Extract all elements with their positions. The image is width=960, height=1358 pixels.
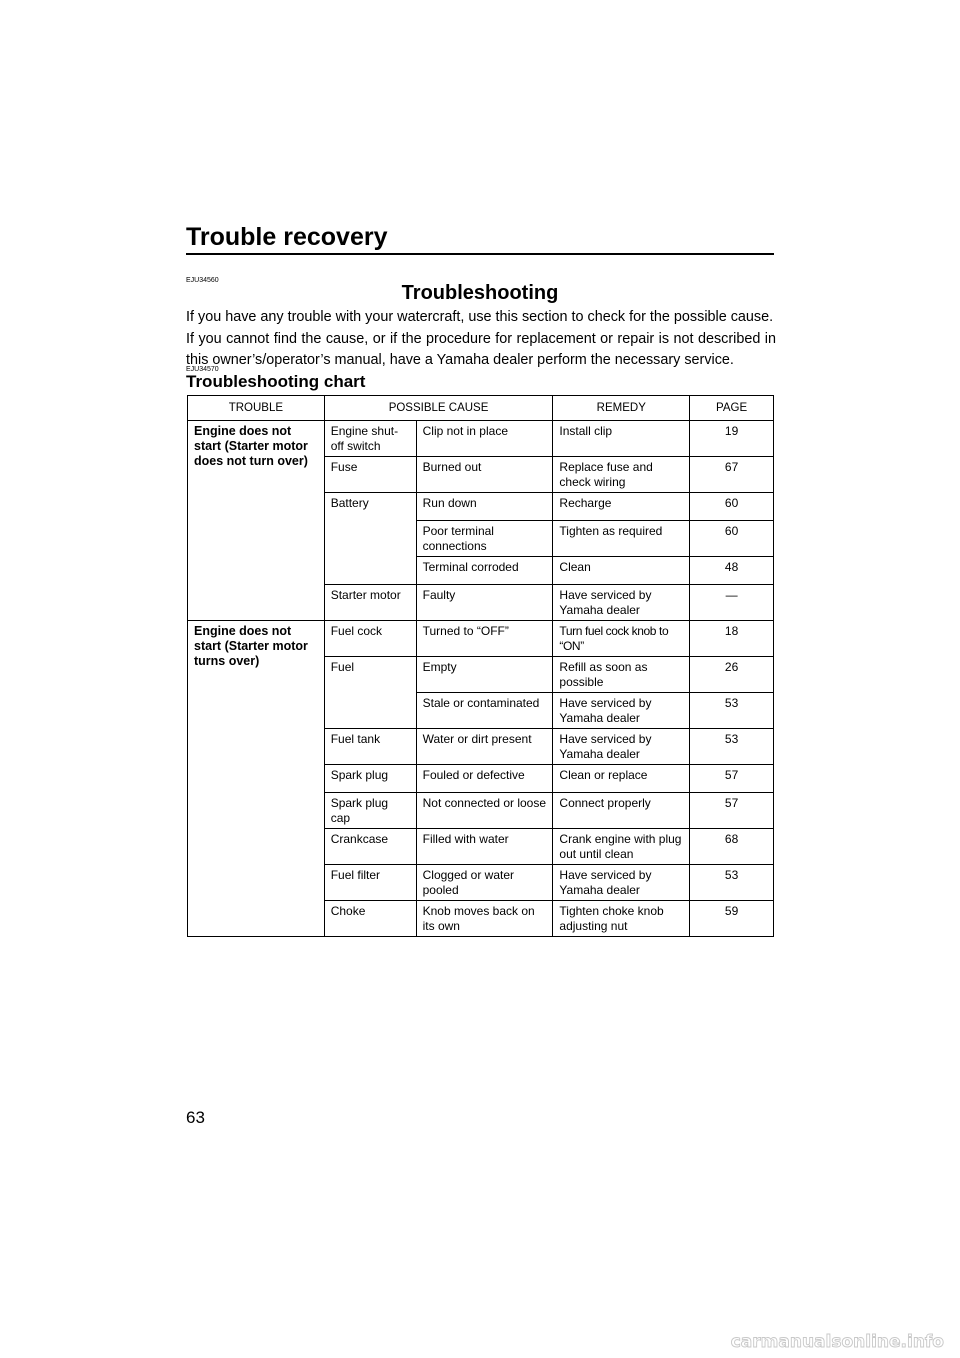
remedy-cell: Have serviced by Yamaha dealer <box>553 693 690 729</box>
page-cell: 53 <box>690 693 774 729</box>
section-title: Trouble recovery <box>186 223 388 251</box>
intro-paragraph-2: If you cannot find the cause, or if the procedure for replacement or repair is not described in this owner’s/operator’s manual, have a Yamaha dealer perform the necessary service. <box>186 330 776 368</box>
table-row <box>188 421 774 457</box>
remedy-cell: Recharge <box>553 493 690 521</box>
remedy-cell: Tighten as required <box>553 521 690 557</box>
remedy-cell: Have serviced by Yamaha dealer <box>553 585 690 621</box>
page-number: 63 <box>186 1108 205 1127</box>
column-header-page: PAGE <box>690 396 774 421</box>
cause-cell: Filled with water <box>416 829 553 865</box>
component-cell: Spark plug <box>324 765 416 793</box>
component-cell: Fuel <box>324 657 416 729</box>
page-cell: 57 <box>690 765 774 793</box>
column-header-trouble: TROUBLE <box>188 396 325 421</box>
page-cell: 59 <box>690 901 774 937</box>
remedy-cell: Tighten choke knob adjusting nut <box>553 901 690 937</box>
remedy-cell: Turn fuel cock knob to “ON” <box>553 621 690 657</box>
page-cell: 48 <box>690 557 774 585</box>
component-cell: Battery <box>324 493 416 585</box>
cause-cell: Burned out <box>416 457 553 493</box>
page-cell: 53 <box>690 865 774 901</box>
component-cell: Fuse <box>324 457 416 493</box>
component-cell: Fuel tank <box>324 729 416 765</box>
page-cell: 67 <box>690 457 774 493</box>
title-rule <box>186 253 774 255</box>
remedy-cell: Refill as soon as possible <box>553 657 690 693</box>
intro-text <box>186 307 776 372</box>
page-cell: 68 <box>690 829 774 865</box>
remedy-cell: Have serviced by Yamaha dealer <box>553 865 690 901</box>
troubleshooting-table <box>187 395 774 937</box>
cause-cell: Faulty <box>416 585 553 621</box>
page-cell: 18 <box>690 621 774 657</box>
cause-cell: Empty <box>416 657 553 693</box>
trouble-cell: Engine does not start (Starter motor does not turn over) <box>188 421 325 621</box>
page-cell: — <box>690 585 774 621</box>
remedy-cell: Have serviced by Yamaha dealer <box>553 729 690 765</box>
component-cell: Engine shut-off switch <box>324 421 416 457</box>
watermark-text: carmanualsonline.info <box>730 1332 944 1352</box>
cause-cell: Fouled or defective <box>416 765 553 793</box>
page-cell: 53 <box>690 729 774 765</box>
cause-cell: Turned to “OFF” <box>416 621 553 657</box>
watermark-logo <box>624 1330 944 1352</box>
page-cell: 26 <box>690 657 774 693</box>
component-cell: Fuel cock <box>324 621 416 657</box>
remedy-cell: Crank engine with plug out until clean <box>553 829 690 865</box>
page-cell: 19 <box>690 421 774 457</box>
column-header-possible-cause: POSSIBLE CAUSE <box>324 396 553 421</box>
remedy-cell: Install clip <box>553 421 690 457</box>
component-cell: Fuel filter <box>324 865 416 901</box>
cause-cell: Stale or contaminated <box>416 693 553 729</box>
reference-code: EJU34570 <box>186 366 219 373</box>
trouble-cell: Engine does not start (Starter motor turns over) <box>188 621 325 937</box>
intro-paragraph-1: If you have any trouble with your watercraft, use this section to check for the possible cause. <box>186 309 774 325</box>
page-cell: 60 <box>690 493 774 521</box>
cause-cell: Water or dirt present <box>416 729 553 765</box>
table-header-row <box>188 396 774 421</box>
page-cell: 60 <box>690 521 774 557</box>
cause-cell: Terminal corroded <box>416 557 553 585</box>
reference-code: EJU34560 <box>186 277 219 284</box>
column-header-remedy: REMEDY <box>553 396 690 421</box>
chart-heading: Troubleshooting chart <box>186 372 366 391</box>
troubleshooting-title: Troubleshooting <box>401 282 559 304</box>
cause-cell: Clogged or water pooled <box>416 865 553 901</box>
remedy-cell: Replace fuse and check wiring <box>553 457 690 493</box>
table-row <box>188 621 774 657</box>
remedy-cell: Clean <box>553 557 690 585</box>
remedy-cell: Connect properly <box>553 793 690 829</box>
cause-cell: Knob moves back on its own <box>416 901 553 937</box>
remedy-cell: Clean or replace <box>553 765 690 793</box>
page-cell: 57 <box>690 793 774 829</box>
cause-cell: Clip not in place <box>416 421 553 457</box>
component-cell: Choke <box>324 901 416 937</box>
component-cell: Starter motor <box>324 585 416 621</box>
cause-cell: Poor terminal connections <box>416 521 553 557</box>
component-cell: Spark plug cap <box>324 793 416 829</box>
cause-cell: Run down <box>416 493 553 521</box>
component-cell: Crankcase <box>324 829 416 865</box>
cause-cell: Not connected or loose <box>416 793 553 829</box>
